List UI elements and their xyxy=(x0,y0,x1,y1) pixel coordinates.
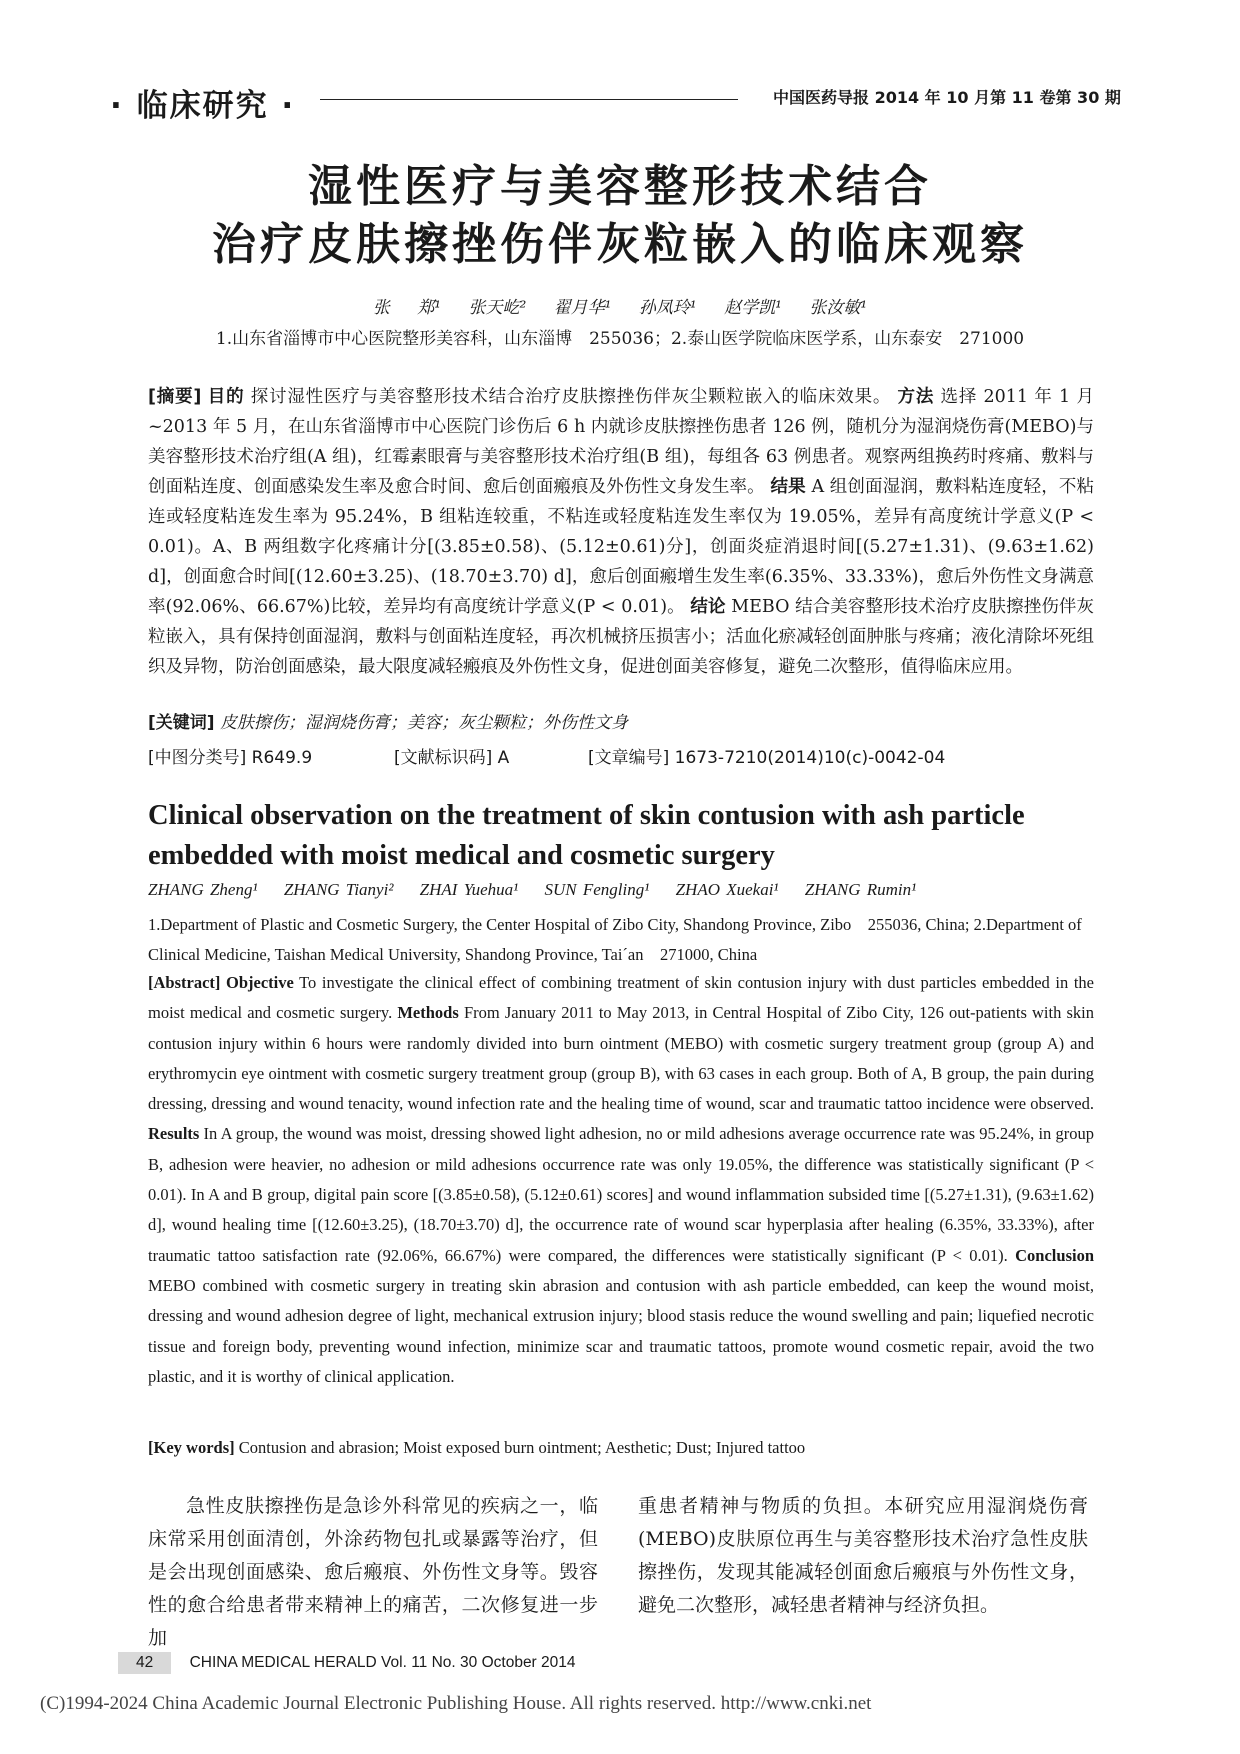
keywords-en-value: Contusion and abrasion; Moist exposed burn ointment; Aesthetic; Dust; Injured tattoo xyxy=(238,1438,806,1457)
keywords-en-label: [Key words] xyxy=(148,1438,235,1457)
keywords-cn-value: 皮肤擦伤；湿润烧伤膏；美容；灰尘颗粒；外伤性文身 xyxy=(219,713,628,733)
title-en-line2: embedded with moist medical and cosmetic surgery xyxy=(148,840,775,871)
conclusion-en-label: Conclusion xyxy=(1015,1245,1094,1265)
keywords-en xyxy=(148,1438,1094,1458)
header-rule xyxy=(320,99,738,100)
results-label: 结果 xyxy=(770,477,806,497)
title-cn-line1: 湿性医疗与美容整形技术结合 xyxy=(308,161,932,212)
objective-en-text: To investigate the clinical effect of combining treatment of skin contusion injury with dust particles embedded in the moist medical and cosmetic surgery. xyxy=(148,973,1095,1023)
abstract-en-label: [Abstract] xyxy=(148,973,221,992)
copyright-notice: (C)1994-2024 China Academic Journal Electronic Publishing House. All rights reserved. http://www.cnki.net xyxy=(40,1693,872,1714)
methods-text: 选择 2011 年 1 月~2013 年 5 月，在山东省淄博市中心医院门诊伤后 6 h 内就诊皮肤擦挫伤患者 126 例，随机分为湿润烧伤膏(MEBO)与美容整形技术治疗组(A 组)，红霉素眼膏与美容整形技术治疗组(B 组)，每组各 63 例患者。观察两组换药时疼痛、敷料与创面粘连度、创面感染发生率及愈合时间、愈后创面瘢痕及外伤性文身发生率。 xyxy=(148,387,1095,497)
abstract-cn-label: [摘要] xyxy=(148,387,202,407)
results-text: A 组创面湿润，敷料粘连度轻，不粘连或轻度粘连发生率为 95.24%，B 组粘连较重，不粘连或轻度粘连发生率仅为 19.05%，差异有高度统计学意义(P < 0.01)。A、B 两组数字化疼痛计分[(3.85±0.58)、(5.12±0.61)分]，创面炎症消退时间[(5.27±1.31)、(9.63±1.62) d]，创面愈合时间[(12.60±3.25)、(18.70±3.70) d]，愈后创面瘢增生发生率(6.35%、33.33%)，愈后外伤性文身满意率(92.06%、66.67%)比较，差异均有高度统计学意义(P < 0.01)。 xyxy=(148,477,1094,617)
authors-cn: 张 郑¹ 张天屹² 翟月华¹ 孙凤玲¹ 赵学凯¹ 张汝敏¹ xyxy=(372,298,868,318)
title-en-line1: Clinical observation on the treatment of skin contusion with ash particle xyxy=(148,800,1025,831)
methods-label: 方法 xyxy=(897,387,935,407)
author-en: ZHAO Xuekai¹ xyxy=(675,880,779,899)
footer-journal: CHINA MEDICAL HERALD Vol. 11 No. 30 October 2014 xyxy=(189,1654,576,1671)
author-en: ZHANG Tianyi² xyxy=(283,880,394,899)
authors-en xyxy=(148,880,936,900)
title-cn-line2: 治疗皮肤擦挫伤伴灰粒嵌入的临床观察 xyxy=(212,219,1028,270)
abstract-en xyxy=(148,968,1094,1392)
body-column-right: 重患者精神与物质的负担。本研究应用湿润烧伤膏(MEBO)皮肤原位再生与美容整形技术治疗急性皮肤擦挫伤，发现其能减轻创面愈后瘢痕与外伤性文身，避免二次整形，减轻患者精神与经济负担。 xyxy=(638,1495,1088,1616)
journal-issue: 中国医药导报 2014 年 10 月第 11 卷第 30 期 xyxy=(773,88,1121,107)
section-label: · 临床研究 · xyxy=(110,88,296,124)
author-en: ZHANG Rumin¹ xyxy=(804,880,917,899)
article-number: [文章编号] 1673-7210(2014)10(c)-0042-04 xyxy=(588,748,946,768)
body-column-left: 急性皮肤擦挫伤是急诊外科常见的疾病之一，临床常采用创面清创，外涂药物包扎或暴露等治疗，但是会出现创面感染、愈后瘢痕、外伤性文身等。毁容性的愈合给患者带来精神上的痛苦，二次修复进一步加 xyxy=(148,1495,598,1649)
results-en-text: In A group, the wound was moist, dressing showed light adhesion, no or mild adhesions average occurrence rate was 95.24%, in group B, adhesion were heavier, no adhesion or mild adhesions occurrence rate was only 19.05%, the difference was statistically significant (P < 0.01). In A and B group, digital pain score [(3.85±0.58), (5.12±0.61) scores] and wound inflammation subsided time [(5.27±1.31), (9.63±1.62) d], wound healing time [(12.60±3.25), (18.70±3.70) d], the occurrence rate of wound scar hyperplasia after healing (6.35%, 33.33%), after traumatic tattoo satisfaction rate (92.06%, 66.67%) were compared, the differences were statistically significant (P < 0.01). xyxy=(148,1124,1095,1265)
methods-en-label: Methods xyxy=(397,1003,459,1023)
conclusion-text: MEBO 结合美容整形技术治疗皮肤擦挫伤伴灰粒嵌入，具有保持创面湿润，敷料与创面粘连度轻，再次机械挤压损害小；活血化瘀减轻创面肿胀与疼痛；液化清除坏死组织及异物，防治创面感染，最大限度减轻瘢痕及外伤性文身，促进创面美容修复，避免二次整形，值得临床应用。 xyxy=(148,597,1094,677)
conclusion-label: 结论 xyxy=(690,597,726,617)
doc-code: [文献标识码] A xyxy=(394,748,510,768)
clc-number: [中图分类号] R649.9 xyxy=(148,748,313,768)
objective-text: 探讨湿性医疗与美容整形技术结合治疗皮肤擦挫伤伴灰尘颗粒嵌入的临床效果。 xyxy=(250,387,892,407)
keywords-cn-label: [关键词] xyxy=(148,713,215,733)
affiliation-cn: 1.山东省淄博市中心医院整形美容科，山东淄博 255036；2.泰山医学院临床医学系，山东泰安 271000 xyxy=(215,329,1025,349)
page-number: 42 xyxy=(118,1652,171,1674)
objective-en-label: Objective xyxy=(226,973,294,992)
abstract-cn xyxy=(148,382,1094,682)
objective-label: 目的 xyxy=(207,387,245,407)
results-en-label: Results xyxy=(148,1124,200,1144)
author-en: SUN Fengling¹ xyxy=(544,880,650,899)
keywords-cn xyxy=(148,708,1094,733)
author-en: ZHANG Zheng¹ xyxy=(148,880,258,899)
affiliation-en: 1.Department of Plastic and Cosmetic Surgery, the Center Hospital of Zibo City, Shandong Province, Zibo 255036, China; 2.Department of Clinical Medicine, Taishan Medical University, Shandong Province, Tai´an 271000, China xyxy=(148,915,1082,964)
page-footer xyxy=(118,1652,576,1674)
methods-en-text: From January 2011 to May 2013, in Central Hospital of Zibo City, 126 out-patients with skin contusion injury within 6 hours were randomly divided into burn ointment (MEBO) with cosmetic surgery treatment group (group A) and erythromycin eye ointment with cosmetic surgery treatment group (group B), with 63 cases in each group. Both of A, B group, the pain during dressing, dressing and wound tenacity, wound infection rate and the healing time of wound, scar and traumatic tattoo incidence were observed. xyxy=(148,1003,1095,1114)
conclusion-en-text: MEBO combined with cosmetic surgery in treating skin abrasion and contusion with ash particle embedded, can keep the wound moist, dressing and wound adhesion degree of light, mechanical extrusion injury; blood stasis reduce the wound swelling and pain; liquefied necrotic tissue and foreign body, preventing wound infection, minimize scar and traumatic tattoos, promote wound cosmetic repair, avoid the two plastic, and it is worthy of clinical application. xyxy=(148,1275,1094,1386)
author-en: ZHAI Yuehua¹ xyxy=(419,880,519,899)
